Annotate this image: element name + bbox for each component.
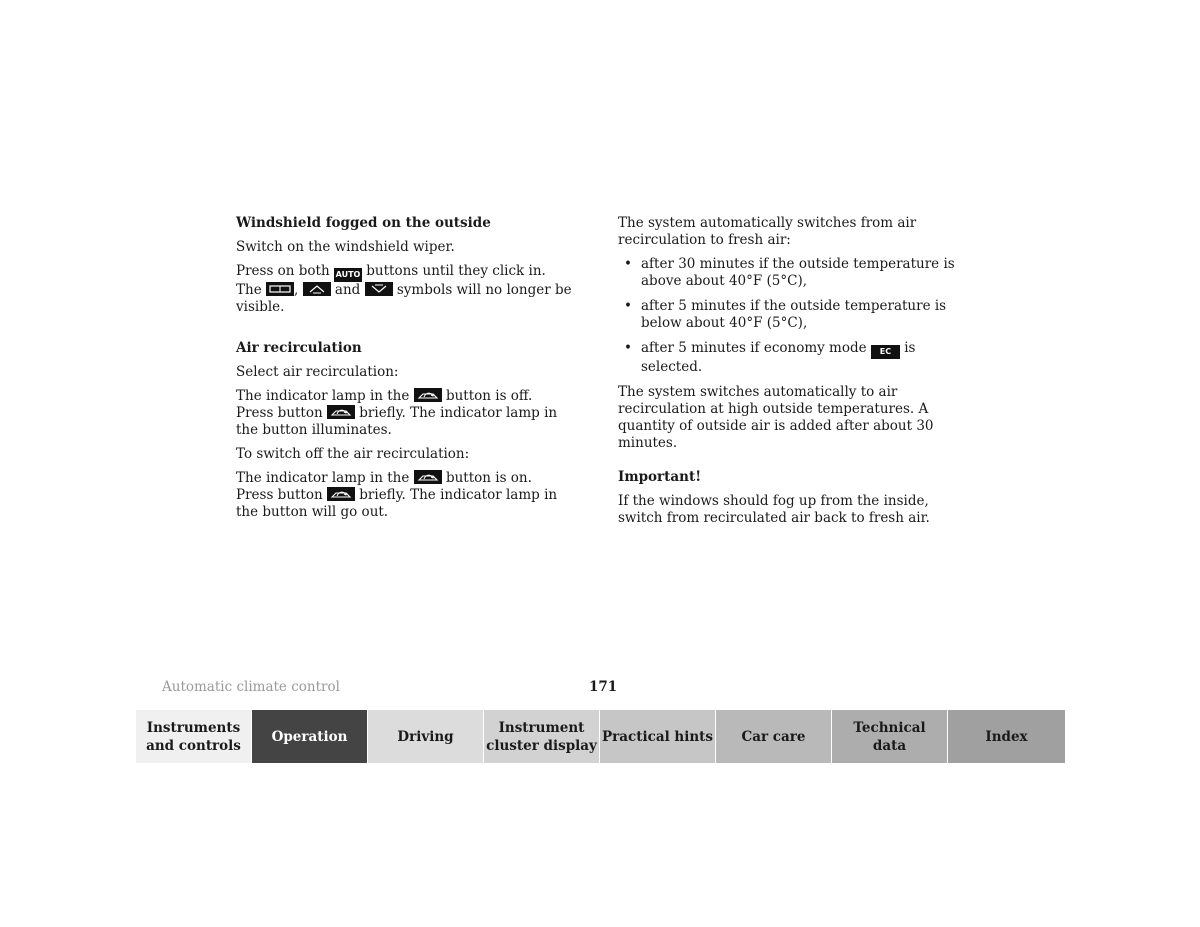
- airflow-up-icon: [303, 282, 331, 296]
- tab-operation[interactable]: Operation: [252, 710, 368, 763]
- heading-air-recirculation: Air recirculation: [236, 340, 362, 356]
- paragraph-select-recirculation: Select air recirculation:: [236, 364, 399, 380]
- tab-practical-hints[interactable]: Practical hints: [600, 710, 716, 763]
- section-title: Automatic climate control: [162, 679, 340, 695]
- left-column: [236, 215, 576, 528]
- economy-mode-icon: EC: [871, 345, 900, 359]
- page-number: 171: [589, 679, 618, 695]
- list-item: • after 5 minutes if economy mode EC is selected.: [624, 340, 916, 375]
- paragraph-lamp-off: The indicator lamp in the button is off. Press button briefly. The indicator lamp in the button illuminates.: [236, 388, 558, 438]
- paragraph-lamp-on: The indicator lamp in the button is on. Press button briefly. The indicator lamp in the button will go out.: [236, 470, 558, 520]
- bullet-icon: •: [624, 340, 632, 356]
- paragraph-wiper: Switch on the windshield wiper.: [236, 239, 455, 255]
- auto-button-icon: AUTO: [334, 268, 362, 282]
- paragraph-fog-inside: If the windows should fog up from the inside, switch from recirculated air back to fresh air.: [618, 493, 930, 526]
- tab-instruments-and-controls[interactable]: Instruments and controls: [136, 710, 252, 763]
- tab-driving[interactable]: Driving: [368, 710, 484, 763]
- heading-important: Important!: [618, 469, 702, 485]
- paragraph-auto-switch-recirculation: The system switches automatically to air recirculation at high outside temperatures. A quantity of outside air is added after about 30 minutes.: [618, 384, 934, 451]
- recirculation-icon: [414, 470, 442, 484]
- tab-car-care[interactable]: Car care: [716, 710, 832, 763]
- bullet-icon: •: [624, 298, 632, 314]
- bullet-list: [618, 256, 968, 376]
- tab-index[interactable]: Index: [948, 710, 1065, 763]
- recirculation-icon: [327, 487, 355, 501]
- paragraph-press-auto: Press on both AUTO buttons until they click in. The , and symbols will no longer be visible.: [236, 263, 572, 315]
- list-item: • after 5 minutes if the outside temperature is below about 40°F (5°C),: [624, 298, 947, 331]
- bullet-icon: •: [624, 256, 632, 272]
- tab-instrument-cluster-display[interactable]: Instrument cluster display: [484, 710, 600, 763]
- heading-windshield-fogged: Windshield fogged on the outside: [236, 215, 491, 231]
- right-column: [618, 215, 968, 534]
- list-item: • after 30 minutes if the outside temperature is above about 40°F (5°C),: [624, 256, 955, 289]
- airflow-down-icon: [365, 282, 393, 296]
- recirculation-icon: [414, 388, 442, 402]
- paragraph-auto-switch-fresh: The system automatically switches from air recirculation to fresh air:: [618, 215, 917, 248]
- defrost-rear-icon: [266, 282, 294, 296]
- section-nav: [136, 710, 1065, 763]
- tab-technical-data[interactable]: Technical data: [832, 710, 948, 763]
- paragraph-switch-off: To switch off the air recirculation:: [236, 446, 470, 462]
- recirculation-icon: [327, 405, 355, 419]
